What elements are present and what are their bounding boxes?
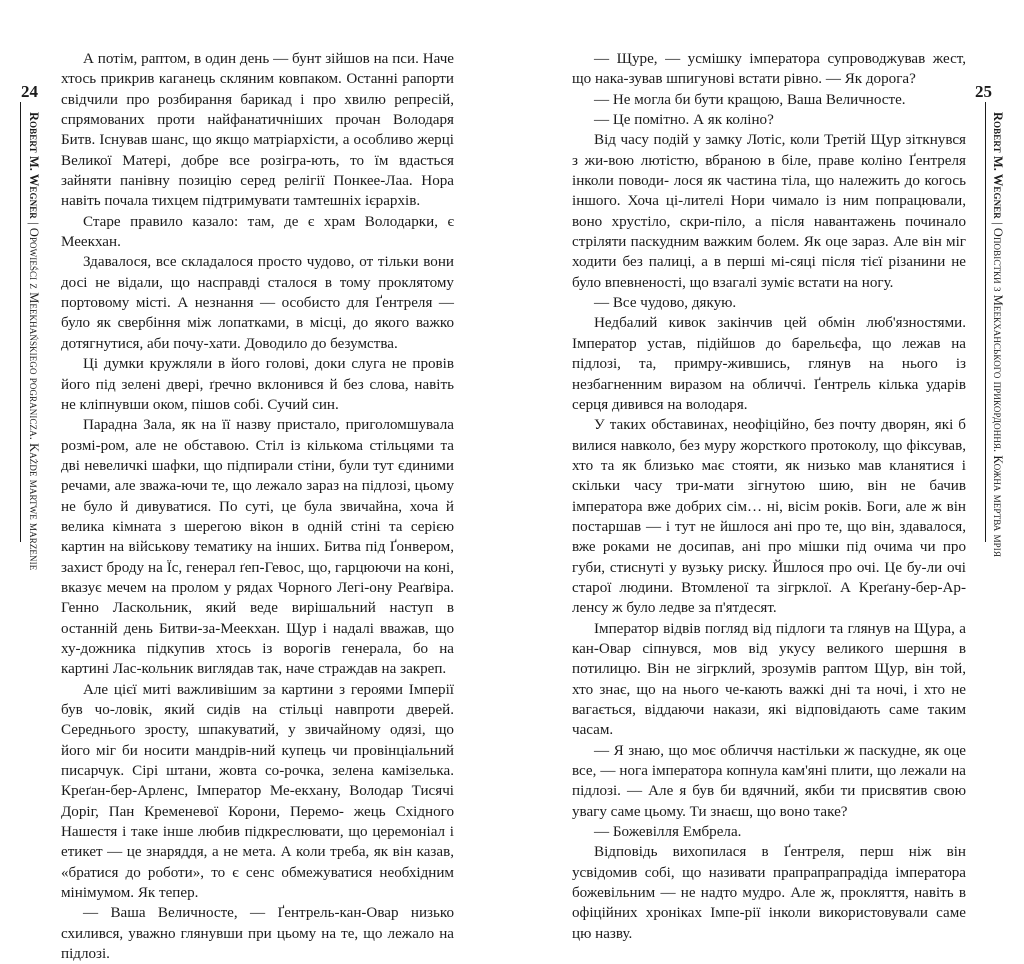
text-line: мінімумом. Як тепер.	[61, 885, 199, 902]
text-line: мати зігнутою шию, він не бачив імператора вже добрих сім… ні,	[572, 478, 967, 515]
text-line: Від часу подій у замку Лотіс, коли Третій Щур зіткнувся з жи-	[572, 132, 966, 169]
paragraph	[61, 680, 454, 904]
text-line: в одній стіні та серією картин на військову тематику на інших.	[61, 518, 454, 556]
paragraph	[572, 822, 966, 842]
text-line: не відали, що насправді сталося в тому проклятому портовому	[61, 274, 454, 312]
text-line: лителі Нори чимало із ним попрацювали, воно хрустіло, скри-	[572, 193, 966, 230]
text-line: У таких обставинах, неофіційно, без почту дворян, які б вилися	[572, 417, 966, 454]
text-line: Парадна Зала, як на її назву пристало, приголомшувала розмі-	[61, 417, 454, 454]
paragraph	[572, 90, 966, 110]
text-line: кольник виглядав так, наче страждав на закреп.	[141, 661, 447, 678]
page-number: 25	[975, 82, 992, 101]
text-line: навколо, без муру жорсткого протоколу, що фіксував, хто та як	[572, 437, 966, 474]
running-head	[26, 112, 42, 571]
paragraph	[61, 354, 454, 415]
running-head-author: Robert M. Wegner	[27, 112, 41, 219]
text-line: надто мудро. Але ж, прокляття, навіть в офіційних хроніках Імпе-	[572, 885, 966, 922]
paragraph	[572, 619, 966, 741]
text-line: ром, але не обставою. Стіл із кількома стільцями та дві невеличкі	[61, 437, 454, 474]
text-line: очима чи про губи, стиснуті у вузьку риску. Йшлося про очі. Це бу-	[572, 539, 966, 576]
text-line: устав, підійшов до барельєфа, що лежав на підлозі, та, примру-	[572, 335, 967, 373]
text-line: ли очі старої людини. Втомленої та зігрклої. А Креґану-бер-Ар-	[572, 559, 966, 596]
text-line: ону Реаґвіра. Генно Ласкольник, який веде вирішальний наступ	[61, 579, 454, 617]
paragraph	[572, 130, 966, 293]
text-line: хати. Доводило до безумства.	[208, 335, 398, 352]
text-line: шафки, що підпирали стіни, були тут єдиними речами, але зважа-	[61, 457, 454, 495]
text-line: ючи те, що лежало зараз на підлозі, цьому не було й дивуватися.	[61, 478, 454, 515]
text-line: близько має стояти, як низько мав кланятися і скільки часу три-	[572, 457, 966, 495]
text-column	[61, 49, 454, 964]
text-line: рочка, зелена камізелька. Креґан-бер-Арленс, Імператор Ме-	[61, 763, 454, 800]
text-line: найфанатичніших прочан Володаря Битв. Існував шанс, що якщо	[61, 112, 454, 149]
text-line: про розбирання барикад і про хвилю репресій, спрямованих проти	[61, 91, 454, 129]
text-line: шпакуватий, у звичайному одязі, що його міг би носити мандрів-	[61, 722, 454, 759]
text-line: ний купець чи провінціальний писарчук. Сірі штани, жовта со-	[61, 742, 454, 780]
paragraph	[572, 741, 966, 822]
text-line: матріархісти, а особливо жерці Великої Матері, добре все розігра-	[61, 132, 454, 169]
text-line: ють, то їм вдасться зайняти панівну позицію серед релігії Понкее-	[61, 152, 454, 190]
text-line: Ґентрель кілька ударів серця дивився на володаря.	[572, 376, 966, 413]
text-line: дожника підкупив хтось із ворогів генерала, бо на картині Лас-	[61, 640, 454, 678]
text-line: Лаа. Нора навіть почала тихцем підтримувати тамтешніх ієрархів.	[61, 173, 454, 210]
text-line: уважно глянувши при цьому на те, що лежало на підлозі.	[61, 925, 454, 963]
text-line: ленсу ж було ледве за п'ятдесят.	[572, 600, 777, 617]
text-line: між лопатками, в місці, до якого важко дотягнутися, аби почу-	[61, 315, 454, 352]
text-line: лося як частина тіла, що належить до когось іншого. Хоча ці-	[572, 173, 966, 210]
text-line: Битва під Ґонвером, захист броду на Їс, генерал ґеп-Гевос, що,	[61, 539, 454, 576]
text-line: зував шпигунові встати рівно. — Як дорога?	[628, 71, 916, 88]
text-line: церемоніал і етикет — це знаряддя, а не мета. А коли треба, як він	[61, 824, 454, 861]
text-line: — Не могла би бути кращою, Ваша Величносте.	[594, 91, 906, 108]
text-line: Але цієї миті важливішим за картини з героями Імперії був чо-	[61, 681, 454, 718]
running-head	[990, 112, 1006, 557]
running-head-rule	[20, 102, 21, 542]
running-head-separator: |	[991, 218, 1005, 228]
paragraph	[61, 252, 454, 354]
text-line: По суті, це була звичайна, хоча й велика кімната з шерегою вікон	[61, 498, 454, 535]
text-line: місті. А незнання — особисто для Ґентреля — було як свербіння	[61, 295, 454, 332]
text-line: піло, а після навантажень починало стріляти паскудним важким	[572, 213, 966, 251]
text-line: Але я був би вдячний, якби ти присвятив свою увагу саме цьому.	[572, 783, 966, 820]
paragraph	[61, 903, 454, 964]
paragraph	[61, 212, 454, 253]
text-line: казав, «братися до роботи», то є сенс обмежуватися необхідним	[61, 844, 454, 881]
text-line: Старе правило казало: там, де є храм Володарки, є Меекхан.	[61, 213, 454, 251]
text-line: оком, пішов собі. Сучий син.	[152, 396, 339, 413]
text-line: Імператор відвів погляд від підлоги та глянув на Щура, а кан-	[572, 620, 966, 657]
text-line: жець Східного Нашестя і таке інше любив підкреслювати, що	[61, 803, 455, 841]
text-line: гарцюючи на коні, вказує мечем на пролом у рядах Чорного Легі-	[61, 559, 454, 596]
text-line: те, що він, здавалося, вже роками не досипав, ані про мішки під	[572, 518, 966, 556]
text-line: — Я знаю, що моє обличчя настільки ж паскудне, як оце все, —	[572, 742, 966, 780]
text-line: — Ваша Величносте, — Ґентрель-кан-Овар низько схилився,	[61, 905, 454, 942]
paragraph	[572, 293, 966, 313]
text-line: екхану, Володар Тисячі Доріг, Пан Кременевої Корони, Перемо-	[61, 783, 454, 820]
text-line: ловік, який сидів на стільці навпроти дверей. Середнього зросту,	[61, 702, 455, 739]
text-line: жившись, глянув на нього із незбагненним виразом на обличчі.	[572, 356, 966, 393]
text-line: зелені двері, ґречно вклонився й без слова, навіть не кліпнувши	[61, 376, 454, 413]
text-line: А потім, раптом, в один день — бунт зійшов на пси. Наче хтось	[61, 51, 454, 88]
text-column	[572, 49, 966, 944]
running-head-rule	[985, 102, 986, 542]
text-line: Ці думки кружляли в його голові, доки слуга не провів його під	[61, 356, 454, 393]
paragraph	[572, 110, 966, 130]
paragraph	[61, 415, 454, 679]
right-page	[512, 0, 1024, 942]
text-line: зігрклий, зрозумів раптом Щур, він той, хто знає, що на нього че-	[572, 661, 966, 698]
text-line: рії інколи використовували саме цю назву.	[572, 905, 966, 942]
running-head-title: Оповістки з Меекханського прикордоння. Кожна мертва мрія	[991, 227, 1005, 557]
text-line: — Все чудово, дякую.	[594, 295, 737, 312]
running-head-title: Opowieści z Meekhańskiego pogranicza. Każde martwe marzenie	[27, 227, 41, 571]
page-number: 24	[21, 82, 38, 101]
paragraph	[572, 49, 966, 90]
text-line: вісім років. Боги, але ж він постаршав — і тут не йшлося ані про	[572, 498, 966, 535]
text-line: кають важкі дні та ночі, і хто не вагається, віддаючи накази, які	[572, 681, 966, 718]
text-line: встати на ногу.	[797, 274, 894, 291]
text-line: болем. Як оце зараз. Але він міг ходити без палиці, а в перші мі-	[572, 234, 966, 271]
running-head-separator: |	[27, 218, 41, 228]
text-line: — Це помітно. А як коліно?	[594, 112, 774, 129]
text-line: вою лютістю, вбраною в біле, праве коліно Ґентреля інколи поводи-	[572, 152, 966, 190]
text-line: прикрив каганець скляним ковпаком. Останні рапорти свідчили	[61, 71, 454, 108]
paragraph	[61, 49, 454, 212]
paragraph	[572, 313, 966, 415]
paragraph	[572, 842, 966, 944]
text-line: Овар сіпнувся, мов від укусу великого шершня в потилицю. Він не	[572, 640, 966, 678]
text-line: відповідають саме таким часам.	[572, 702, 967, 739]
left-page	[0, 0, 512, 963]
running-head-author: Robert M. Wegner	[991, 112, 1005, 219]
text-line: Недбалий кивок закінчив цей обмін люб'язностями. Імператор	[572, 315, 966, 352]
paragraph	[572, 415, 966, 618]
text-line: Відповідь вихопилася в Ґентреля, перш ніж він усвідомив собі,	[572, 844, 966, 881]
text-line: що називати прапрапрапрадіда імператора божевільним — не	[572, 864, 966, 902]
text-line: — Божевілля Ембрела.	[594, 824, 742, 841]
text-line: нога імператора копнула кам'яні плити, що лежали на підлозі. —	[572, 763, 966, 800]
text-line: сяці після тієї різанини не було впевненості, що взагалі зуміє	[572, 254, 966, 291]
text-line: — Щуре, — усмішку імператора супроводжував жест, що нака-	[572, 51, 966, 88]
text-line: в останній день Битви-за-Меекхан. Щур і надалі вважав, що ху-	[61, 600, 454, 657]
text-line: Ти знаєш, що воно таке?	[689, 803, 848, 820]
text-line: Здавалося, все складалося просто чудово, от тільки вони досі	[61, 254, 454, 291]
